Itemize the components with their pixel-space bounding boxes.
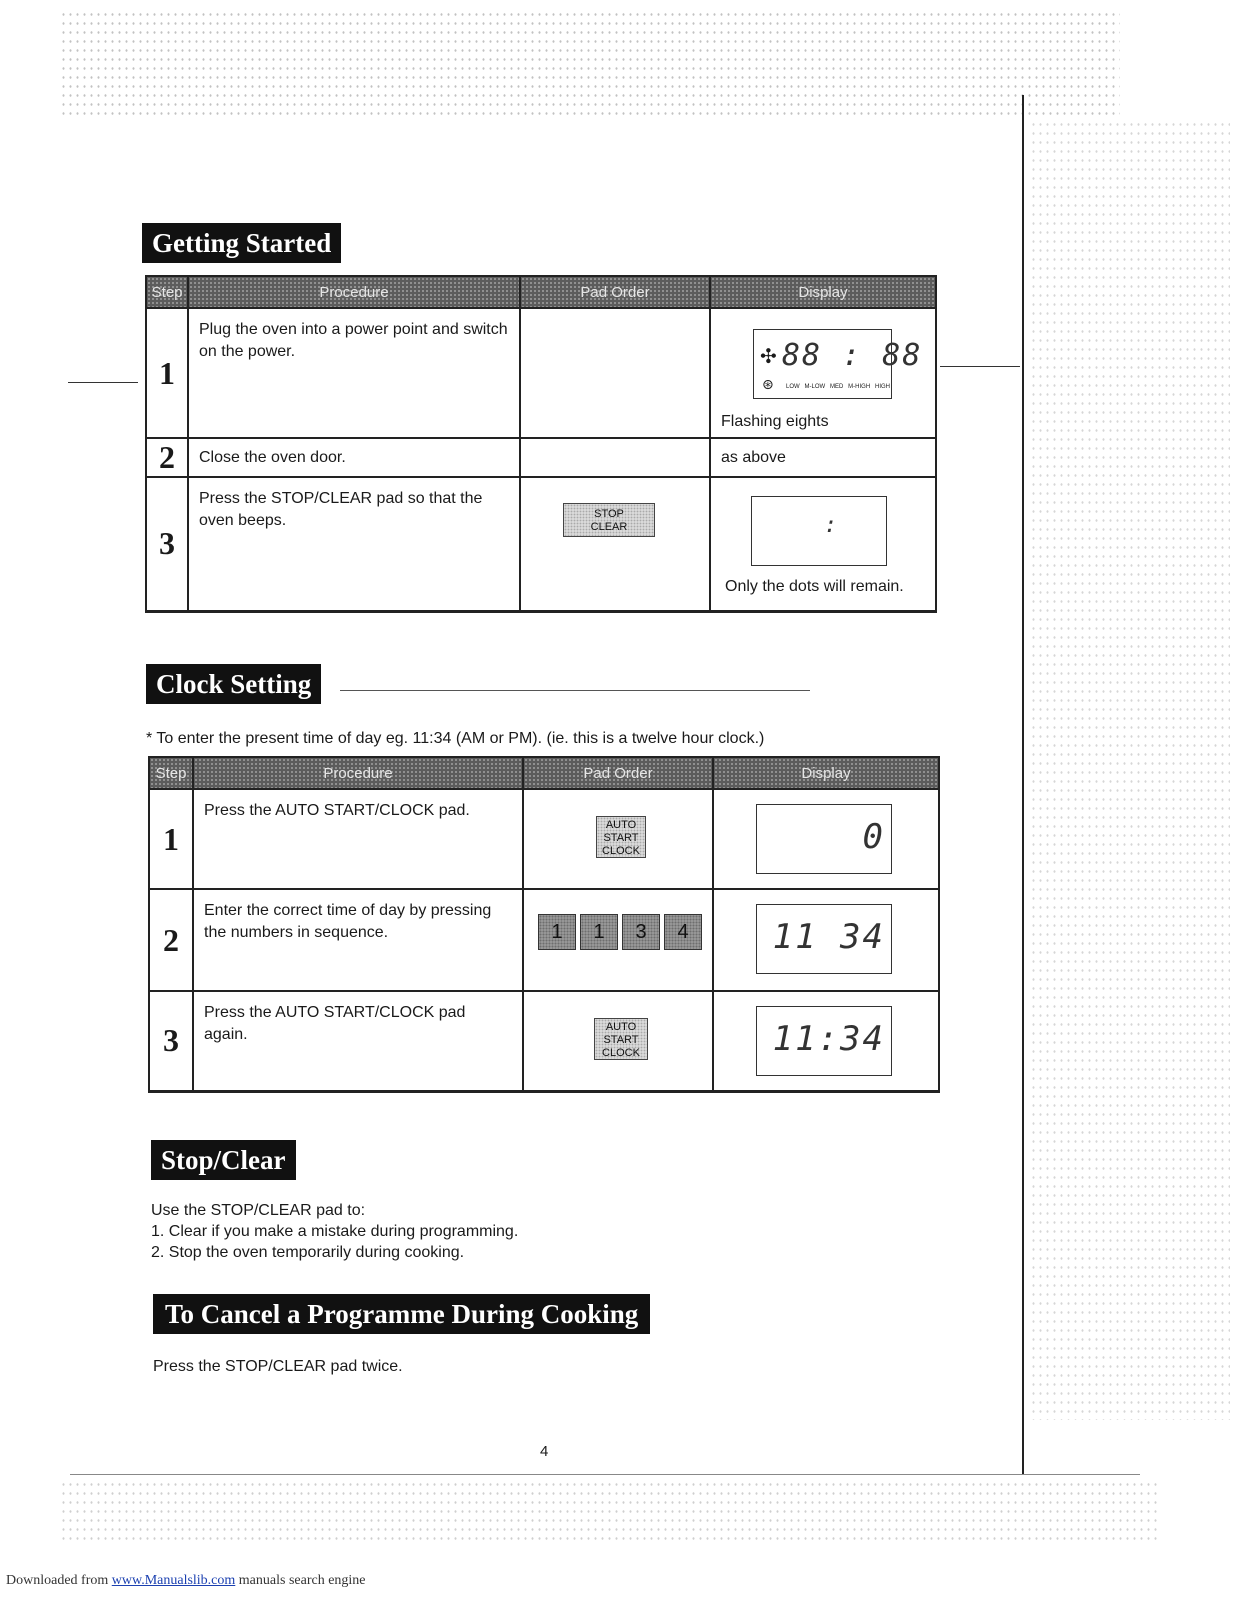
pad-label: AUTO — [605, 819, 637, 831]
step-number: 1 — [146, 308, 188, 438]
lcd-digits: 88 : 88 — [782, 338, 923, 373]
lcd-digits: 11:34 — [772, 1019, 885, 1059]
display-cell — [713, 991, 939, 1091]
header-step: Step — [149, 757, 193, 789]
display-cell — [710, 477, 936, 611]
scan-noise-bottom — [60, 1480, 1160, 1540]
clock-setting-intro: * To enter the present time of day eg. 11:34 (AM or PM). (ie. this is a twelve hour clock.) — [146, 730, 765, 747]
pad-order-cell — [520, 438, 710, 477]
step-number: 3 — [146, 477, 188, 611]
footer-prefix: Downloaded from — [6, 1573, 112, 1588]
stop-clear-heading: Stop/Clear — [151, 1140, 296, 1180]
pad-label: CLOCK — [602, 845, 640, 857]
power-level-label: M-HIGH — [848, 384, 871, 390]
lcd-display — [756, 1006, 892, 1076]
heading-underline — [340, 690, 810, 691]
pad-order-cell — [523, 889, 713, 991]
header-step: Step — [146, 276, 188, 308]
pad-label: CLEAR — [590, 521, 628, 533]
procedure-text: Press the AUTO START/CLOCK pad again. — [193, 991, 523, 1091]
step-number: 2 — [149, 889, 193, 991]
lcd-display — [756, 804, 892, 874]
stop-clear-line: 2. Stop the oven temporarily during cooking. — [151, 1244, 465, 1261]
clock-setting-heading: Clock Setting — [146, 664, 321, 704]
display-caption: as above — [721, 449, 786, 466]
auto-start-clock-pad — [594, 1018, 648, 1060]
cancel-programme-heading: To Cancel a Programme During Cooking — [153, 1294, 650, 1334]
lcd-digits: : — [824, 513, 840, 538]
display-caption: Flashing eights — [721, 413, 829, 430]
fan-icon: ✣ — [760, 346, 777, 368]
power-level-label: MED — [830, 384, 844, 390]
header-pad-order: Pad Order — [523, 757, 713, 789]
cancel-programme-text: Press the STOP/CLEAR pad twice. — [153, 1358, 403, 1375]
power-level-label: M-LOW — [804, 384, 826, 390]
table-row — [149, 889, 939, 991]
header-display: Display — [710, 276, 936, 308]
auto-start-clock-pad — [596, 816, 646, 858]
header-display: Display — [713, 757, 939, 789]
display-caption: Only the dots will remain. — [725, 578, 904, 595]
pad-label: CLOCK — [602, 1047, 640, 1059]
scan-line-left — [68, 382, 138, 383]
header-pad-order: Pad Order — [520, 276, 710, 308]
turntable-icon: ⊛ — [762, 376, 774, 392]
footer-suffix: manuals search engine — [235, 1573, 366, 1588]
display-cell — [710, 308, 936, 438]
display-cell — [713, 889, 939, 991]
pad-order-cell — [523, 991, 713, 1091]
footer — [6, 1573, 366, 1589]
lcd-display — [753, 329, 923, 399]
procedure-text: Close the oven door. — [188, 438, 520, 477]
number-key-4: 4 — [664, 914, 702, 950]
lcd-display — [756, 904, 892, 974]
pad-label: AUTO — [605, 1021, 637, 1033]
page-edge-rule — [1022, 95, 1024, 1475]
stop-clear-line: 1. Clear if you make a mistake during programming. — [151, 1223, 519, 1240]
display-cell — [713, 789, 939, 889]
step-number: 1 — [149, 789, 193, 889]
table-row — [146, 477, 936, 611]
lcd-digits: 0 — [862, 817, 885, 857]
number-key-1: 1 — [538, 914, 576, 950]
table-row — [146, 438, 936, 477]
table-header-row — [146, 276, 936, 308]
pad-label: STOP — [594, 508, 624, 520]
lcd-display — [751, 496, 887, 566]
stop-clear-pad — [563, 503, 655, 537]
lcd-digits: 11 34 — [772, 917, 885, 957]
pad-label: START — [603, 1034, 639, 1046]
procedure-text: Press the STOP/CLEAR pad so that the oven beeps. — [188, 477, 520, 611]
power-level-labels — [786, 384, 890, 390]
number-key-1: 1 — [580, 914, 618, 950]
table-row — [149, 789, 939, 889]
header-procedure: Procedure — [193, 757, 523, 789]
procedure-text: Press the AUTO START/CLOCK pad. — [193, 789, 523, 889]
scan-line-bottom — [70, 1474, 1140, 1475]
table-row — [146, 308, 936, 438]
pad-label: START — [603, 832, 639, 844]
power-level-label: HIGH — [875, 384, 890, 390]
header-procedure: Procedure — [188, 276, 520, 308]
step-number: 2 — [146, 438, 188, 477]
getting-started-heading: Getting Started — [142, 223, 341, 263]
scan-noise-right — [1030, 120, 1230, 1420]
stop-clear-line: Use the STOP/CLEAR pad to: — [151, 1202, 366, 1219]
table-header-row — [149, 757, 939, 789]
procedure-text: Enter the correct time of day by pressing the numbers in sequence. — [193, 889, 523, 991]
scan-noise-top — [60, 10, 1120, 120]
number-key-3: 3 — [622, 914, 660, 950]
pad-order-cell — [520, 477, 710, 611]
getting-started-table — [145, 275, 937, 613]
power-level-label: LOW — [786, 384, 800, 390]
pad-order-cell — [523, 789, 713, 889]
manualslib-link[interactable]: www.Manualslib.com — [111, 1573, 236, 1588]
clock-setting-table — [148, 756, 940, 1093]
step-number: 3 — [149, 991, 193, 1091]
page-number: 4 — [540, 1443, 549, 1460]
display-cell — [710, 438, 936, 477]
table-row — [149, 991, 939, 1091]
scan-line-right — [940, 366, 1020, 367]
procedure-text: Plug the oven into a power point and switch on the power. — [188, 308, 520, 438]
pad-order-cell — [520, 308, 710, 438]
